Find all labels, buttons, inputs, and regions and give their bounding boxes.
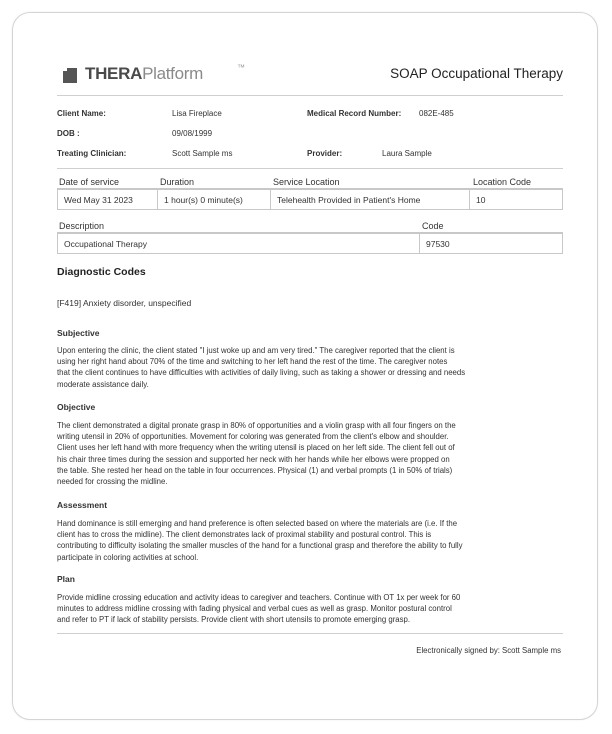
logo-light-text: Platform <box>142 64 203 83</box>
provider-label: Provider: <box>307 149 343 158</box>
clinician-label: Treating Clinician: <box>57 149 127 158</box>
mrn-value: 082E-485 <box>419 109 454 118</box>
subjective-text <box>57 345 557 390</box>
trademark-symbol: ™ <box>237 63 245 72</box>
plan-line: minutes to address midline crossing with fading physical and verbal cues as well as grasp. Monitor postural control <box>57 604 452 614</box>
electronic-signature: Electronically signed by: Scott Sample ms <box>416 646 561 655</box>
objective-title: Objective <box>57 402 96 412</box>
cell-location: Telehealth Provided in Patient's Home <box>270 189 470 210</box>
col-header-date: Date of service <box>59 177 120 187</box>
assessment-line: participate in coloring activities at school. <box>57 552 199 562</box>
objective-line: his chair three times during the session and supported her neck with her hands while her elbows were propped on <box>57 454 450 464</box>
col-header-location: Service Location <box>273 177 340 187</box>
header-divider <box>57 95 563 96</box>
objective-line: The client demonstrated a digital pronate grasp in 80% of opportunities and a violin grasp with all four fingers on the <box>57 421 456 430</box>
subjective-line: that the client continues to have difficulties with activities of daily living, such as taking a shower or dressing and needs <box>57 368 466 378</box>
info-divider <box>57 168 563 169</box>
signature-divider <box>57 633 563 634</box>
plan-line: and refer to PT if lack of stability persists. Provide client with short utensils to promote emerging grasp. <box>57 615 411 625</box>
dob-label: DOB : <box>57 129 80 138</box>
assessment-title: Assessment <box>57 500 108 510</box>
subjective-line: moderate assistance daily. <box>57 379 149 389</box>
client-name-value: Lisa Fireplace <box>172 109 222 118</box>
cell-location-code: 10 <box>469 189 563 210</box>
objective-line: the table. She rested her head on the table in four occurrences. Physical (1) and verbal prompts (1 in 50% of trials) <box>57 465 453 475</box>
subjective-line: Upon entering the clinic, the client stated "I just woke up and am very tired." The caregiver reported that the client is <box>57 346 455 355</box>
dob-value: 09/08/1999 <box>172 129 213 138</box>
objective-line: Client uses her left hand with more frequency when the writing utensil is placed on her left side. The client fell out of <box>57 443 455 453</box>
logo-bold-text: THERA <box>85 64 143 83</box>
document-title: SOAP Occupational Therapy <box>390 66 563 81</box>
provider-value: Laura Sample <box>382 149 432 158</box>
diagnostic-codes-title: Diagnostic Codes <box>57 266 146 278</box>
theraplatform-logo <box>61 63 245 85</box>
plan-title: Plan <box>57 574 75 584</box>
cell-duration: 1 hour(s) 0 minute(s) <box>157 189 271 210</box>
assessment-line: client has to cross the midline). The client demonstrates lack of proximal stability and postural control. This is <box>57 530 432 540</box>
plan-line: Provide midline crossing education and activity ideas to caregiver and teachers. Continue with OT 1x per week for 60 <box>57 593 461 602</box>
objective-line: writing utensil in 20% of opportunities. Movement for coloring was generated from the client's elbow and shoulder. <box>57 432 449 442</box>
cell-date: Wed May 31 2023 <box>57 189 158 210</box>
logo-icon <box>61 65 81 83</box>
assessment-text <box>57 518 557 563</box>
document-header <box>57 51 563 91</box>
document-page <box>12 12 598 720</box>
logo-wordmark <box>85 63 203 85</box>
cell-code: 97530 <box>419 233 563 254</box>
diagnostic-code: [F419] Anxiety disorder, unspecified <box>57 298 192 308</box>
objective-text <box>57 420 557 487</box>
col-header-duration: Duration <box>160 177 195 187</box>
subjective-title: Subjective <box>57 328 100 338</box>
assessment-line: contributing to difficulty isolating the smaller muscles of the hand for a functional grasp and therefore the ability to fully <box>57 541 463 551</box>
col-header-code: Code <box>422 221 444 231</box>
client-name-label: Client Name: <box>57 109 106 118</box>
cell-description: Occupational Therapy <box>57 233 420 254</box>
plan-text <box>57 592 557 626</box>
objective-line: needed for crossing the midline. <box>57 477 168 487</box>
assessment-line: Hand dominance is still emerging and hand preference is often selected based on where the materials are (i.e. If the <box>57 519 458 528</box>
mrn-label: Medical Record Number: <box>307 109 402 118</box>
col-header-location-code: Location Code <box>473 177 532 187</box>
col-header-description: Description <box>59 221 105 231</box>
subjective-line: using her right hand about 70% of the time and switching to her left hand the rest of the time. The caregiver notes <box>57 357 448 367</box>
clinician-value: Scott Sample ms <box>172 149 233 158</box>
